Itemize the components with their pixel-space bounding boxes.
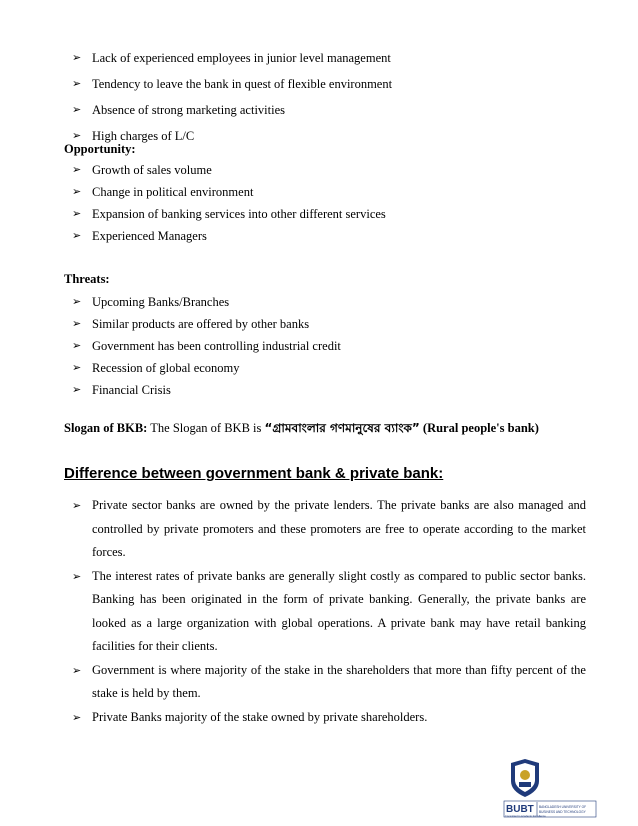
list-item: ➢ High charges of L/C [72,129,195,143]
list-item: ➢ Change in political environment [72,185,254,199]
difference-heading: Difference between government bank & private bank: [64,465,444,482]
arrow-bullet-icon: ➢ [72,361,82,374]
arrow-bullet-icon: ➢ [72,569,82,583]
svg-text:Committed to Academic Excellen: Committed to Academic Excellence [505,815,546,818]
list-item: ➢ Government has been controlling industrial credit [72,339,341,353]
svg-text:BANGLADESH UNIVERSITY OF: BANGLADESH UNIVERSITY OF [539,805,587,809]
svg-text:BUSINESS AND TECHNOLOGY: BUSINESS AND TECHNOLOGY [539,810,586,814]
list-item: ➢ Government is where majority of the stake in the shareholders that more than fifty percent of the stake is held by them. [72,659,586,706]
slogan-bangla: “গ্রামবাংলার গণমানুষের ব্যাংক” [264,421,420,435]
arrow-bullet-icon: ➢ [72,77,82,90]
list-item: ➢ Private Banks majority of the stake owned by private shareholders. [72,706,586,730]
list-item: ➢ Expansion of banking services into other different services [72,207,386,221]
opportunity-heading: Opportunity: [64,142,136,156]
list-item: ➢ Upcoming Banks/Branches [72,295,230,309]
slogan-line [64,420,604,440]
arrow-bullet-icon: ➢ [72,207,82,220]
arrow-bullet-icon: ➢ [72,103,82,116]
arrow-bullet-icon: ➢ [72,229,82,242]
list-item: ➢ Private sector banks are owned by the private lenders. The private banks are also managed and controlled by private promoters and these promoters are free to operate according to the market forces. [72,494,586,565]
slogan-label: Slogan of BKB: [64,421,148,435]
difference-list [72,494,586,729]
arrow-bullet-icon: ➢ [72,185,82,198]
university-crest-icon [500,757,600,819]
arrow-bullet-icon: ➢ [72,710,82,724]
threats-heading: Threats: [64,272,110,286]
list-item: ➢ Financial Crisis [72,383,171,397]
arrow-bullet-icon: ➢ [72,295,82,308]
list-item: ➢ Absence of strong marketing activities [72,103,285,117]
arrow-bullet-icon: ➢ [72,163,82,176]
arrow-bullet-icon: ➢ [72,383,82,396]
list-item: ➢ Tendency to leave the bank in quest of flexible environment [72,77,393,91]
list-item: ➢ Experienced Managers [72,229,207,243]
arrow-bullet-icon: ➢ [72,499,82,512]
list-item: ➢ The interest rates of private banks are generally slight costly as compared to public sector banks. Banking has been originated in the form of private banking. Generally, the private banks are looked as a large organization with global operations. A private bank may have retail banking facilities for their clients. [72,565,586,659]
slogan-text: The Slogan of BKB is [147,421,265,435]
svg-text:BUBT: BUBT [506,804,534,815]
list-item: ➢ Recession of global economy [72,361,240,375]
bubt-logo [500,757,600,819]
arrow-bullet-icon: ➢ [72,663,82,677]
arrow-bullet-icon: ➢ [72,339,82,352]
list-item: ➢ Growth of sales volume [72,163,212,177]
arrow-bullet-icon: ➢ [72,51,82,64]
threats-list [72,294,582,404]
list-item: ➢ Similar products are offered by other banks [72,317,310,331]
arrow-bullet-icon: ➢ [72,129,82,142]
opportunity-list [72,162,582,250]
list-item: ➢ Lack of experienced employees in junior level management [72,51,391,65]
arrow-bullet-icon: ➢ [72,317,82,330]
slogan-english: (Rural people's bank) [419,421,539,435]
weakness-list [72,50,582,154]
